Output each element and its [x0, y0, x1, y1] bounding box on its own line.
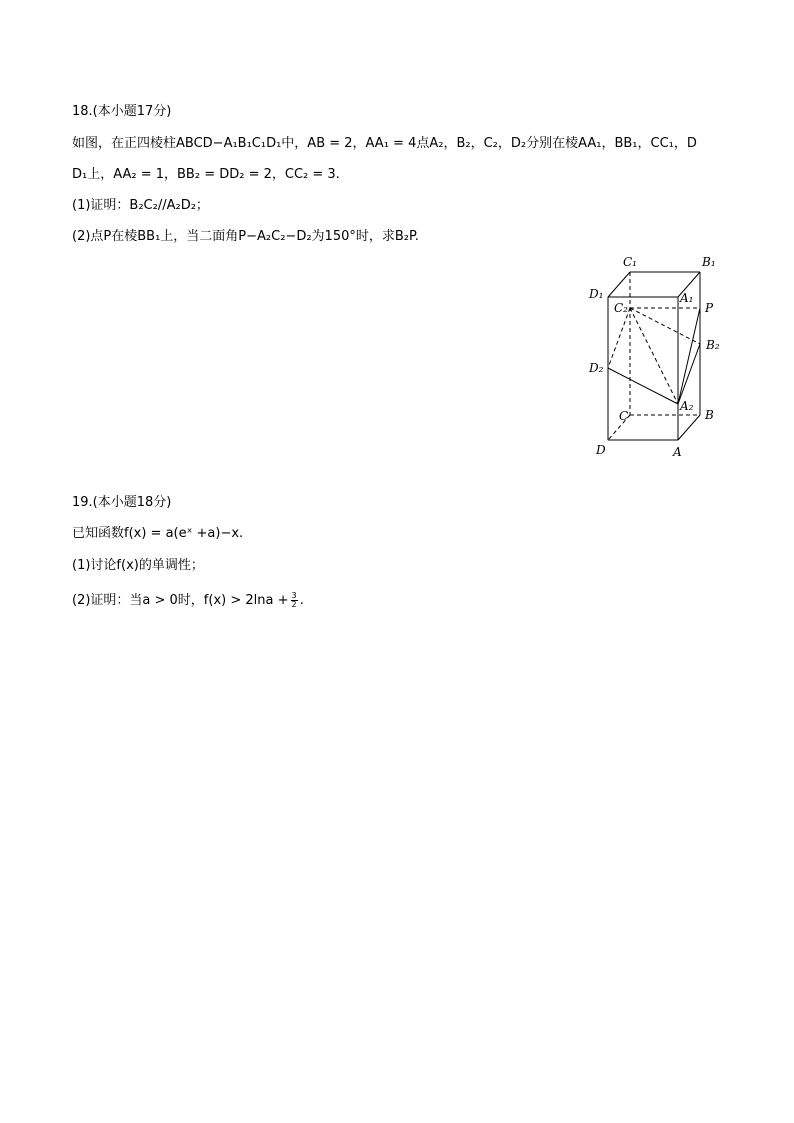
q19-part2-end: .	[299, 593, 304, 608]
fraction-numerator: 3	[291, 591, 297, 600]
edge-C2A2	[630, 308, 678, 404]
edge-D2A2	[608, 368, 678, 404]
edge-C2B2	[630, 308, 700, 344]
label-A1: A₁	[680, 291, 694, 305]
q19-part2	[72, 592, 304, 610]
label-C2: C₂	[614, 301, 628, 315]
q19-stem: 已知函数f(x) = a(eˣ +a)−x.	[72, 526, 244, 541]
label-C1: C₁	[623, 255, 637, 269]
label-C: C	[619, 409, 629, 423]
label-B2: B₂	[706, 338, 720, 352]
q19-part2-text: (2)证明：当a > 0时，f(x) > 2lna +	[72, 593, 289, 608]
label-B: B	[705, 408, 714, 422]
q18-part1: (1)证明：B₂C₂//A₂D₂；	[72, 198, 209, 213]
label-D2: D₂	[589, 361, 604, 375]
q18-stem-line1: 如图，在正四棱柱ABCD−A₁B₁C₁D₁中，AB = 2，AA₁ = 4点A₂，B₂，C₂，D₂分别在棱AA₁，BB₁，CC₁，D	[72, 136, 697, 151]
q18-stem-line2: D₁上，AA₂ = 1，BB₂ = DD₂ = 2，CC₂ = 3.	[72, 167, 340, 182]
q19-header: 19.(本小题18分)	[72, 495, 172, 510]
q18-part2: (2)点P在棱BB₁上，当二面角P−A₂C₂−D₂为150°时，求B₂P.	[72, 229, 419, 244]
label-A2: A₂	[680, 399, 694, 413]
edge-A2B2	[678, 344, 700, 404]
q18-header: 18.(本小题17分)	[72, 104, 172, 119]
q19-part1: (1)讨论f(x)的单调性；	[72, 558, 204, 573]
edge-D1C1	[608, 272, 630, 297]
fraction-three-halves	[291, 592, 298, 609]
edge-AB	[678, 415, 700, 440]
edge-C2D2	[608, 308, 630, 368]
label-P: P	[705, 301, 714, 315]
label-D: D	[596, 443, 606, 457]
label-B1: B₁	[702, 255, 716, 269]
fraction-denominator: 2	[291, 600, 297, 609]
edge-A2P	[678, 308, 700, 404]
label-A: A	[673, 445, 682, 459]
prism-figure	[585, 250, 735, 465]
label-D1: D₁	[589, 287, 604, 301]
